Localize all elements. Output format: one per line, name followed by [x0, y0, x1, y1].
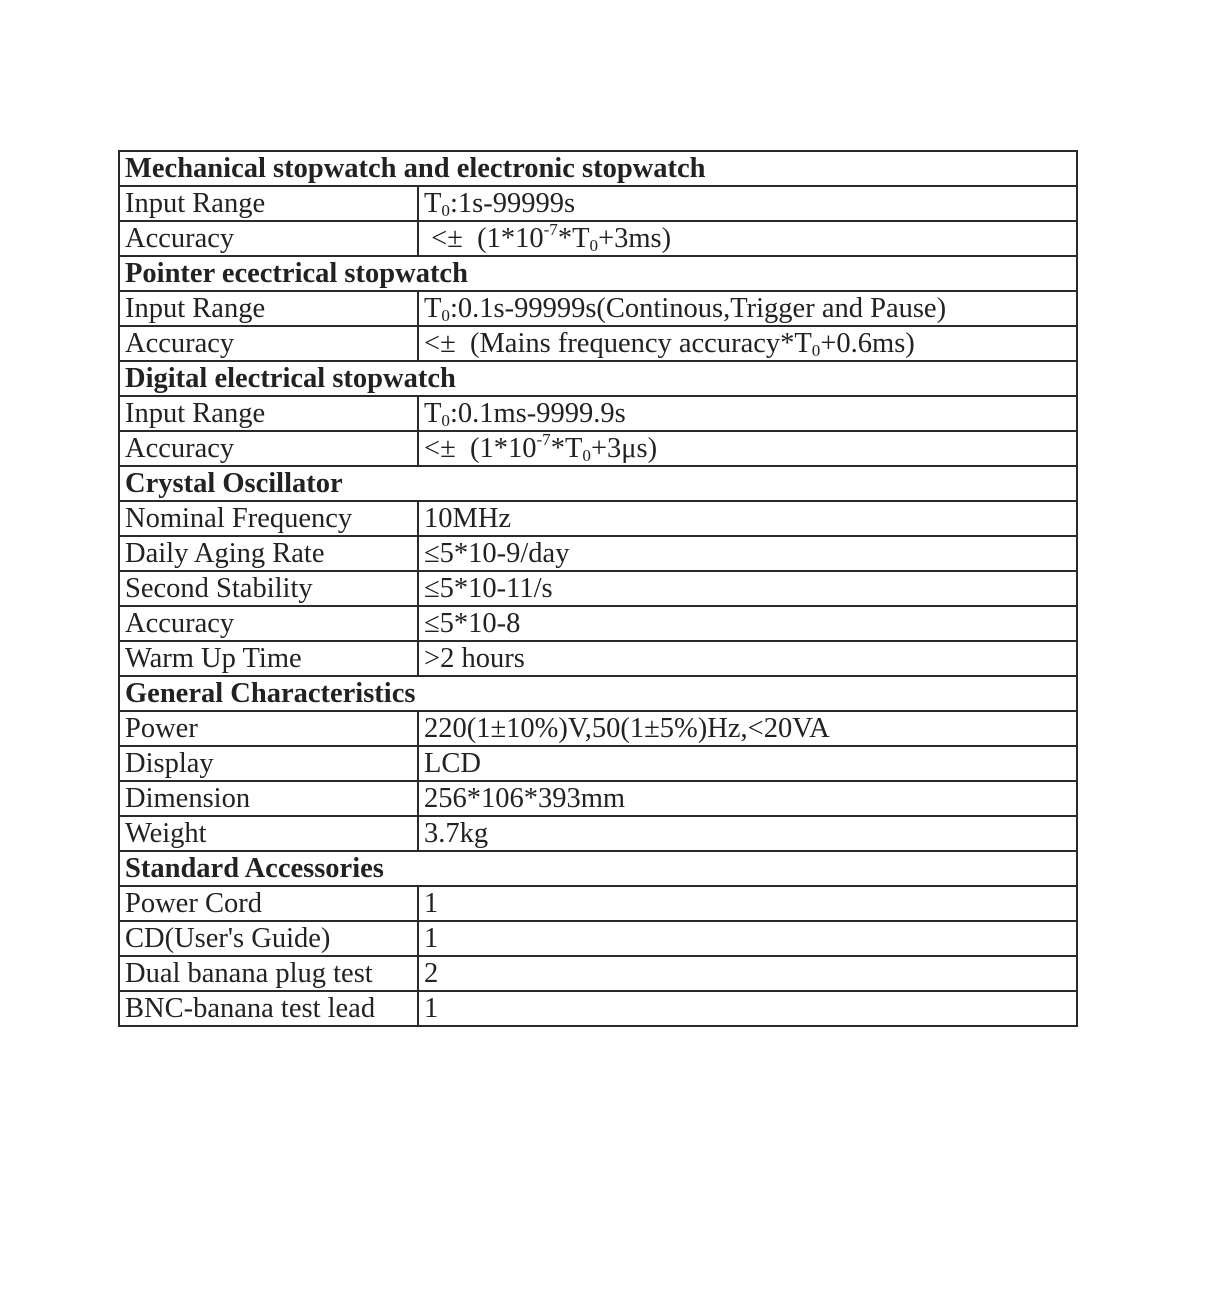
table-row: [119, 326, 1077, 361]
section-title: Digital electrical stopwatch: [119, 361, 1077, 396]
row-value: <± (Mains frequency $accuracy*T_0+0.6ms$): [418, 326, 1077, 361]
table-row: [119, 431, 1077, 466]
row-label: Daily Aging Rate: [119, 536, 418, 571]
section-title: Mechanical stopwatch and electronic stopwatch: [119, 151, 1077, 186]
table-row: [119, 221, 1077, 256]
row-value: ≤5*10-11/s: [418, 571, 1077, 606]
row-label: BNC-banana test lead: [119, 991, 418, 1026]
table-row: [119, 921, 1077, 956]
table-row: [119, 711, 1077, 746]
row-value: $T_0:0.1s-99999s(Continous,Trigger$ and Pause): [418, 291, 1077, 326]
row-label: Input Range: [119, 186, 418, 221]
row-label: Weight: [119, 816, 418, 851]
section-header-row: [119, 361, 1077, 396]
row-label: Accuracy: [119, 221, 418, 256]
section-header-row: [119, 151, 1077, 186]
row-label: Input Range: [119, 396, 418, 431]
row-value: <± $(1*10^{-7}*T_0+3ms)$: [418, 221, 1077, 256]
table-row: [119, 501, 1077, 536]
table-row: [119, 606, 1077, 641]
row-label: Accuracy: [119, 326, 418, 361]
row-value: ≤5*10-8: [418, 606, 1077, 641]
section-header-row: [119, 256, 1077, 291]
row-value: 2: [418, 956, 1077, 991]
table-row: [119, 746, 1077, 781]
row-label: Second Stability: [119, 571, 418, 606]
row-value: 3.7kg: [418, 816, 1077, 851]
section-title: Pointer ecectrical stopwatch: [119, 256, 1077, 291]
table-row: [119, 396, 1077, 431]
row-value: <± $(1*10^{-7}*T_0+3\mu s)$: [418, 431, 1077, 466]
table-row: [119, 886, 1077, 921]
row-label: CD(User's Guide): [119, 921, 418, 956]
row-label: Dimension: [119, 781, 418, 816]
table-row: [119, 571, 1077, 606]
row-value: 256*106*393mm: [418, 781, 1077, 816]
row-label: Accuracy: [119, 431, 418, 466]
table-row: [119, 536, 1077, 571]
section-header-row: [119, 851, 1077, 886]
table-row: [119, 641, 1077, 676]
table-row: [119, 186, 1077, 221]
row-label: Dual banana plug test: [119, 956, 418, 991]
row-label: Input Range: [119, 291, 418, 326]
row-value: 10MHz: [418, 501, 1077, 536]
table-row: [119, 816, 1077, 851]
section-title: General Characteristics: [119, 676, 1077, 711]
row-label: Display: [119, 746, 418, 781]
row-value: LCD: [418, 746, 1077, 781]
row-label: Power Cord: [119, 886, 418, 921]
row-label: Power: [119, 711, 418, 746]
row-label: Nominal Frequency: [119, 501, 418, 536]
table-row: [119, 991, 1077, 1026]
row-value: $T_0:0.1ms-9999.9s$: [418, 396, 1077, 431]
table-row: [119, 956, 1077, 991]
row-label: Warm Up Time: [119, 641, 418, 676]
table-row: [119, 291, 1077, 326]
section-title: Crystal Oscillator: [119, 466, 1077, 501]
section-title: Standard Accessories: [119, 851, 1077, 886]
row-value: >2 hours: [418, 641, 1077, 676]
row-value: $T_0:1s-99999s$: [418, 186, 1077, 221]
table-row: [119, 781, 1077, 816]
row-value: 1: [418, 991, 1077, 1026]
row-value: 220(1±10%)V,50(1±5%)Hz,<20VA: [418, 711, 1077, 746]
section-header-row: [119, 676, 1077, 711]
row-value: 1: [418, 886, 1077, 921]
row-label: Accuracy: [119, 606, 418, 641]
specifications-table: [118, 150, 1078, 1027]
row-value: ≤5*10-9/day: [418, 536, 1077, 571]
row-value: 1: [418, 921, 1077, 956]
section-header-row: [119, 466, 1077, 501]
